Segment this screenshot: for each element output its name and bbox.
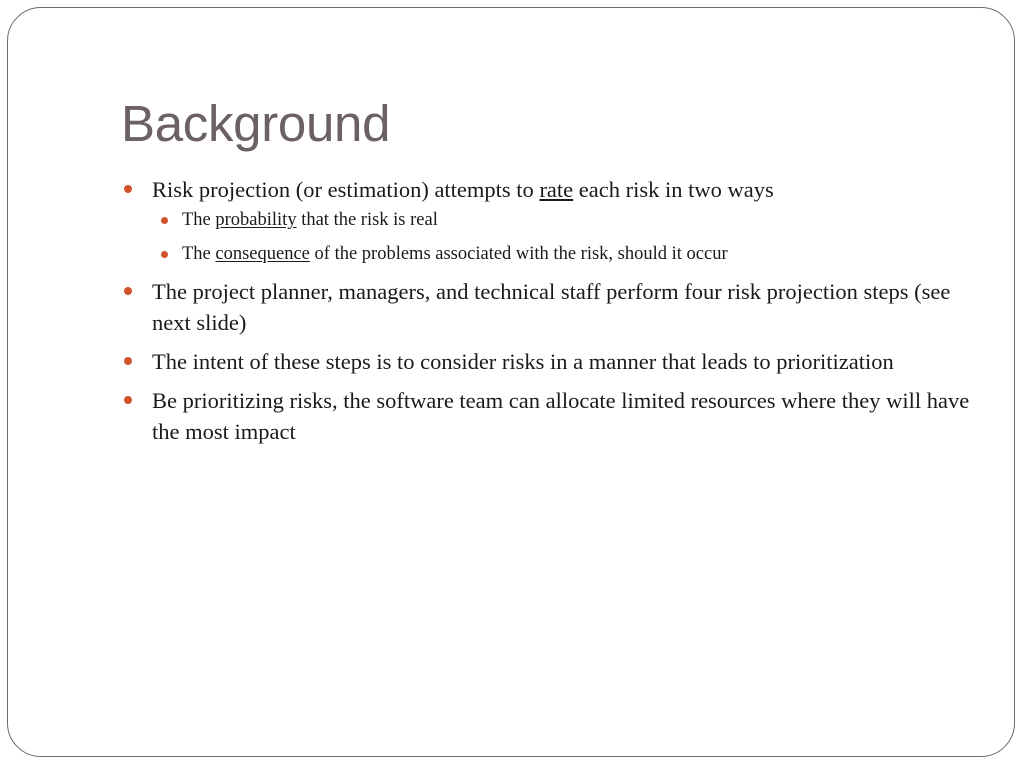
bullet-item <box>121 385 971 447</box>
bullet-dot-icon <box>124 287 132 295</box>
bullet-dot-icon <box>124 396 132 404</box>
underlined-term: rate <box>539 177 574 202</box>
bullet-list <box>121 174 971 447</box>
slide-body <box>121 174 971 455</box>
bullet-text-part: each risk in two ways <box>573 177 774 202</box>
sub-bullet-text-part: that the risk is real <box>296 210 438 230</box>
bullet-dot-icon <box>161 217 168 224</box>
bullet-item <box>121 276 971 338</box>
sub-bullet-item <box>152 208 971 233</box>
sub-bullet-list <box>152 208 971 267</box>
slide-title: Background <box>121 95 391 152</box>
bullet-dot-icon <box>124 185 132 193</box>
underlined-term: probability <box>215 210 297 230</box>
bullet-item <box>121 346 971 377</box>
bullet-text <box>152 174 971 205</box>
bullet-dot-icon <box>161 251 168 258</box>
bullet-text: The project planner, managers, and technical staff perform four risk projection steps (see next slide) <box>152 279 951 335</box>
sub-bullet-item <box>152 242 971 267</box>
sub-bullet-text-part: The <box>182 210 216 230</box>
bullet-text: Be prioritizing risks, the software team can allocate limited resources where they will have the most impact <box>152 388 970 444</box>
underlined-term: consequence <box>215 244 310 264</box>
bullet-text: The intent of these steps is to consider risks in a manner that leads to prioritization <box>152 349 894 374</box>
bullet-text-part: Risk projection (or estimation) attempts to <box>152 177 540 202</box>
bullet-dot-icon <box>124 357 132 365</box>
sub-bullet-text-part: The <box>182 244 216 264</box>
bullet-item <box>121 174 971 267</box>
sub-bullet-text-part: of the problems associated with the risk, should it occur <box>309 244 728 264</box>
slide <box>7 7 1015 757</box>
